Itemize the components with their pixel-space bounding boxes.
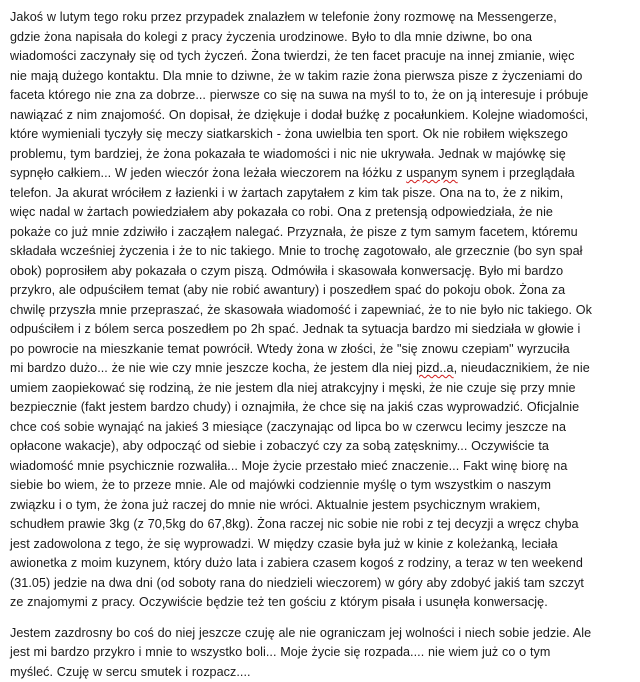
- paragraph-closing: [10, 624, 620, 682]
- text-segment: , nieudacznikiem, że nie: [454, 361, 590, 375]
- text-line: awionetka z moim kuzynem, który dużo lata i zabiera czasem kogoś z rodziny, a teraz w ten weekend: [10, 554, 620, 574]
- text-line: Jestem zazdrosny bo coś do niej jeszcze czuję ale nie ograniczam jej wolności i niech sobie jedzie. Ale: [10, 624, 620, 644]
- text-line: bezpiecznie (fakt jestem bardzo chudy) i oznajmiła, że chce się na jakiś czas wyprowadzić. Oficjalnie: [10, 398, 620, 418]
- text-line: opłacone wakacje), aby odpocząć od siebie i zobaczyć czy za sobą zatęsknimy... Oczywiście ta: [10, 437, 620, 457]
- text-line: myśleć. Czuję w sercu smutek i rozpacz....: [10, 663, 620, 682]
- text-line: więc nadal w żartach powiedziałem aby pokazała co robi. Ona z pretensją odpowiedziała, że nie: [10, 203, 620, 223]
- text-line: siebie bo wiem, że to przeze mnie. Ale od majówki codziennie myślę o tym wszystkim o naszym: [10, 476, 620, 496]
- text-segment: mi bardzo dużo... że nie wie czy mnie jeszcze kocha, że jestem dla niej: [10, 361, 416, 375]
- text-line: schudłem prawie 3kg (z 70,5kg do 67,8kg). Żona raczej nic sobie nie robi z tej decyzji a wręcz chyba: [10, 515, 620, 535]
- text-line: jest mi bardzo przykro i mnie to wszystko boli... Moje życie się rozpada.... nie wiem już co o tym: [10, 643, 620, 663]
- text-line: odpuściłem i z bólem serca poszedłem po 2h spać. Jednak ta sytuacja bardzo mi siedziała w głowie i: [10, 320, 620, 340]
- text-line: problemu, tym bardziej, że żona pokazała te wiadomości i nic nie ukrywała. Jednak w majówkę się: [10, 145, 620, 165]
- text-line: wiadomości zaczynały się od tych życzeń. Żona twierdzi, że ten facet pracuje na innej zmianie, więc: [10, 47, 620, 67]
- text-segment: sypnęło całkiem... W jeden wieczór żona leżała wieczorem na łóżku z: [10, 166, 406, 180]
- text-line: umiem zaopiekować się rodziną, że nie jestem dla niej atrakcyjny i męski, że nie czuje się przy mnie: [10, 379, 620, 399]
- spellcheck-word[interactable]: pizd..a: [416, 361, 453, 375]
- text-line: wiadomość mnie psychicznie rozwaliła... Moje życie przestało mieć znaczenie... Fakt winę biorę na: [10, 457, 620, 477]
- spellcheck-word[interactable]: uspanym: [406, 166, 457, 180]
- paragraph-main: [10, 8, 620, 613]
- text-line: (31.05) jedzie na dwa dni (od soboty rana do niedzieli wieczorem) w góry aby zdobyć jakiś tam szczyt: [10, 574, 620, 594]
- text-segment: synem i przeglądała: [458, 166, 575, 180]
- text-line: nawiązać z nim znajomość. On dopisał, że dziękuje i dodał buźkę z pocałunkiem. Kolejne wiadomości,: [10, 106, 620, 126]
- text-line: [10, 359, 620, 379]
- text-line: składała wcześniej życzenia i że to nic takiego. Mnie to trochę zagotowało, ale grzecznie (bo syn spał: [10, 242, 620, 262]
- text-line: Jakoś w lutym tego roku przez przypadek znalazłem w telefonie żony rozmowę na Messengerze,: [10, 8, 620, 28]
- text-line: faceta którego nie zna za dobrze... pierwsze co się na suwa na myśl to to, że on ją interesuje i próbuje: [10, 86, 620, 106]
- text-line: przykro, ale odpuściłem temat (aby nie robić awantury) i poszedłem spać do pokoju obok. Żona za: [10, 281, 620, 301]
- text-line: nie mają dużego kontaktu. Dla mnie to dziwne, że w takim razie żona pierwsza pisze z życzeniami do: [10, 67, 620, 87]
- text-line: jest zadowolona z tego, że się wyprowadzi. W między czasie była już w kinie z koleżanką, leciała: [10, 535, 620, 555]
- text-line: ze znajomymi z pracy. Oczywiście będzie też ten gościu z którym pisała i usunęła konwersację.: [10, 593, 620, 613]
- text-line: [10, 164, 620, 184]
- text-line: chce coś sobie wynająć na jakieś 3 miesiące (zaczynając od lipca bo w czerwcu lecimy jeszcze na: [10, 418, 620, 438]
- text-line: gdzie żona napisała do kolegi z pracy życzenia urodzinowe. Było to dla mnie dziwne, bo ona: [10, 28, 620, 48]
- text-line: telefon. Ja akurat wróciłem z łazienki i w żartach zapytałem z kim tak pisze. Ona na to, że z nikim,: [10, 184, 620, 204]
- text-line: związku i o tym, że żona już raczej do mnie nie wróci. Aktualnie jestem psychicznym wrakiem,: [10, 496, 620, 516]
- text-line: chwilę przyszła mnie przepraszać, że skasowała wiadomość i zapewniać, że to nie było nic takiego. Ok: [10, 301, 620, 321]
- text-line: które wymieniali tyczyły się meczy siatkarskich - żona uwielbia ten sport. Ok nie robiłem większego: [10, 125, 620, 145]
- document-body: [8, 8, 632, 682]
- text-line: obok) poprosiłem aby pokazała o czym piszą. Odmówiła i skasowała konwersację. Było mi bardzo: [10, 262, 620, 282]
- text-line: pokaże co już mnie zdziwiło i zacząłem nalegać. Przyznała, że pisze z tym samym facetem, któremu: [10, 223, 620, 243]
- text-line: po powrocie na mieszkanie temat powrócił. Wtedy żona w złości, że "się znowu czepiam" wyrzuciła: [10, 340, 620, 360]
